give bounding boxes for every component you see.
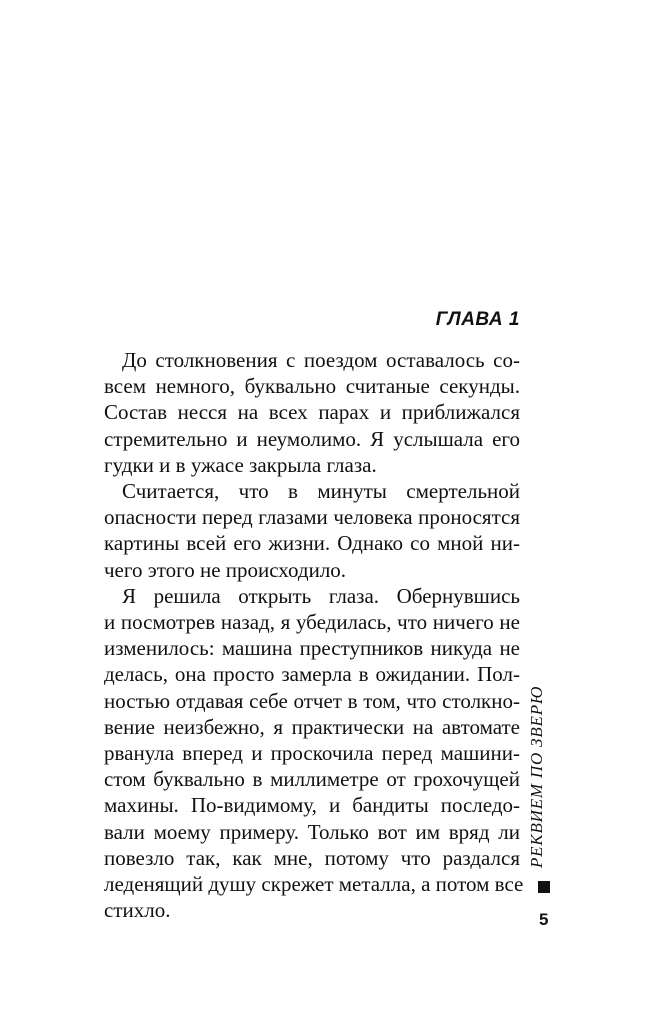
text-line: Состав несся на всех парах и приближался — [104, 400, 520, 425]
text-line: гудки и в ужасе закрыла глаза. — [104, 452, 377, 477]
text-line: леденящий душу скрежет металла, а потом все — [104, 872, 524, 897]
text-line: стремительно и неумолимо. Я услышала его — [104, 426, 520, 451]
page-number: 5 — [539, 910, 549, 929]
text-line: рванула вперед и проскочила перед машини- — [104, 741, 520, 766]
text-line: повезло так, как мне, потому что раздался — [104, 845, 520, 870]
text-line: Считается, что в минуты смертельной — [122, 479, 520, 504]
text-line: изменилось: машина преступников никуда не — [104, 636, 520, 661]
text-line: и посмотрев назад, я убедилась, что ничего не — [104, 610, 520, 635]
running-title: РЕКВИЕМ ПО ЗВЕРЮ — [527, 685, 546, 868]
text-line: делась, она просто замерла в ожидании. Пол- — [104, 662, 520, 687]
text-line: стихло. — [104, 898, 171, 923]
text-line: вение неизбежно, я практически на автомате — [104, 714, 520, 739]
chapter-title: ГЛАВА 1 — [435, 309, 520, 330]
text-line: чего этого не происходило. — [104, 557, 347, 582]
text-line: До столкновения с поездом оставалось со- — [122, 348, 520, 372]
text-line: картины всей его жизни. Однако со мной ни- — [104, 531, 520, 556]
text-line: опасности перед глазами человека проносятся — [104, 505, 520, 530]
text-line: Я решила открыть глаза. Обернувшись — [122, 583, 520, 608]
text-line: ностью отдавая себе отчет в том, что столкно- — [104, 688, 520, 713]
text-line: всем немного, буквально считаные секунды. — [104, 374, 520, 399]
square-marker-icon — [538, 881, 550, 893]
text-line: стом буквально в миллиметре от грохочущей — [104, 767, 520, 792]
text-line: махины. По-видимому, и бандиты последо- — [104, 793, 520, 818]
paragraph-3 — [104, 583, 524, 924]
paragraph-2 — [104, 478, 520, 583]
chapter-body — [104, 347, 524, 923]
paragraph-1 — [104, 347, 520, 478]
text-line: вали моему примеру. Только вот им вряд ли — [104, 819, 520, 844]
